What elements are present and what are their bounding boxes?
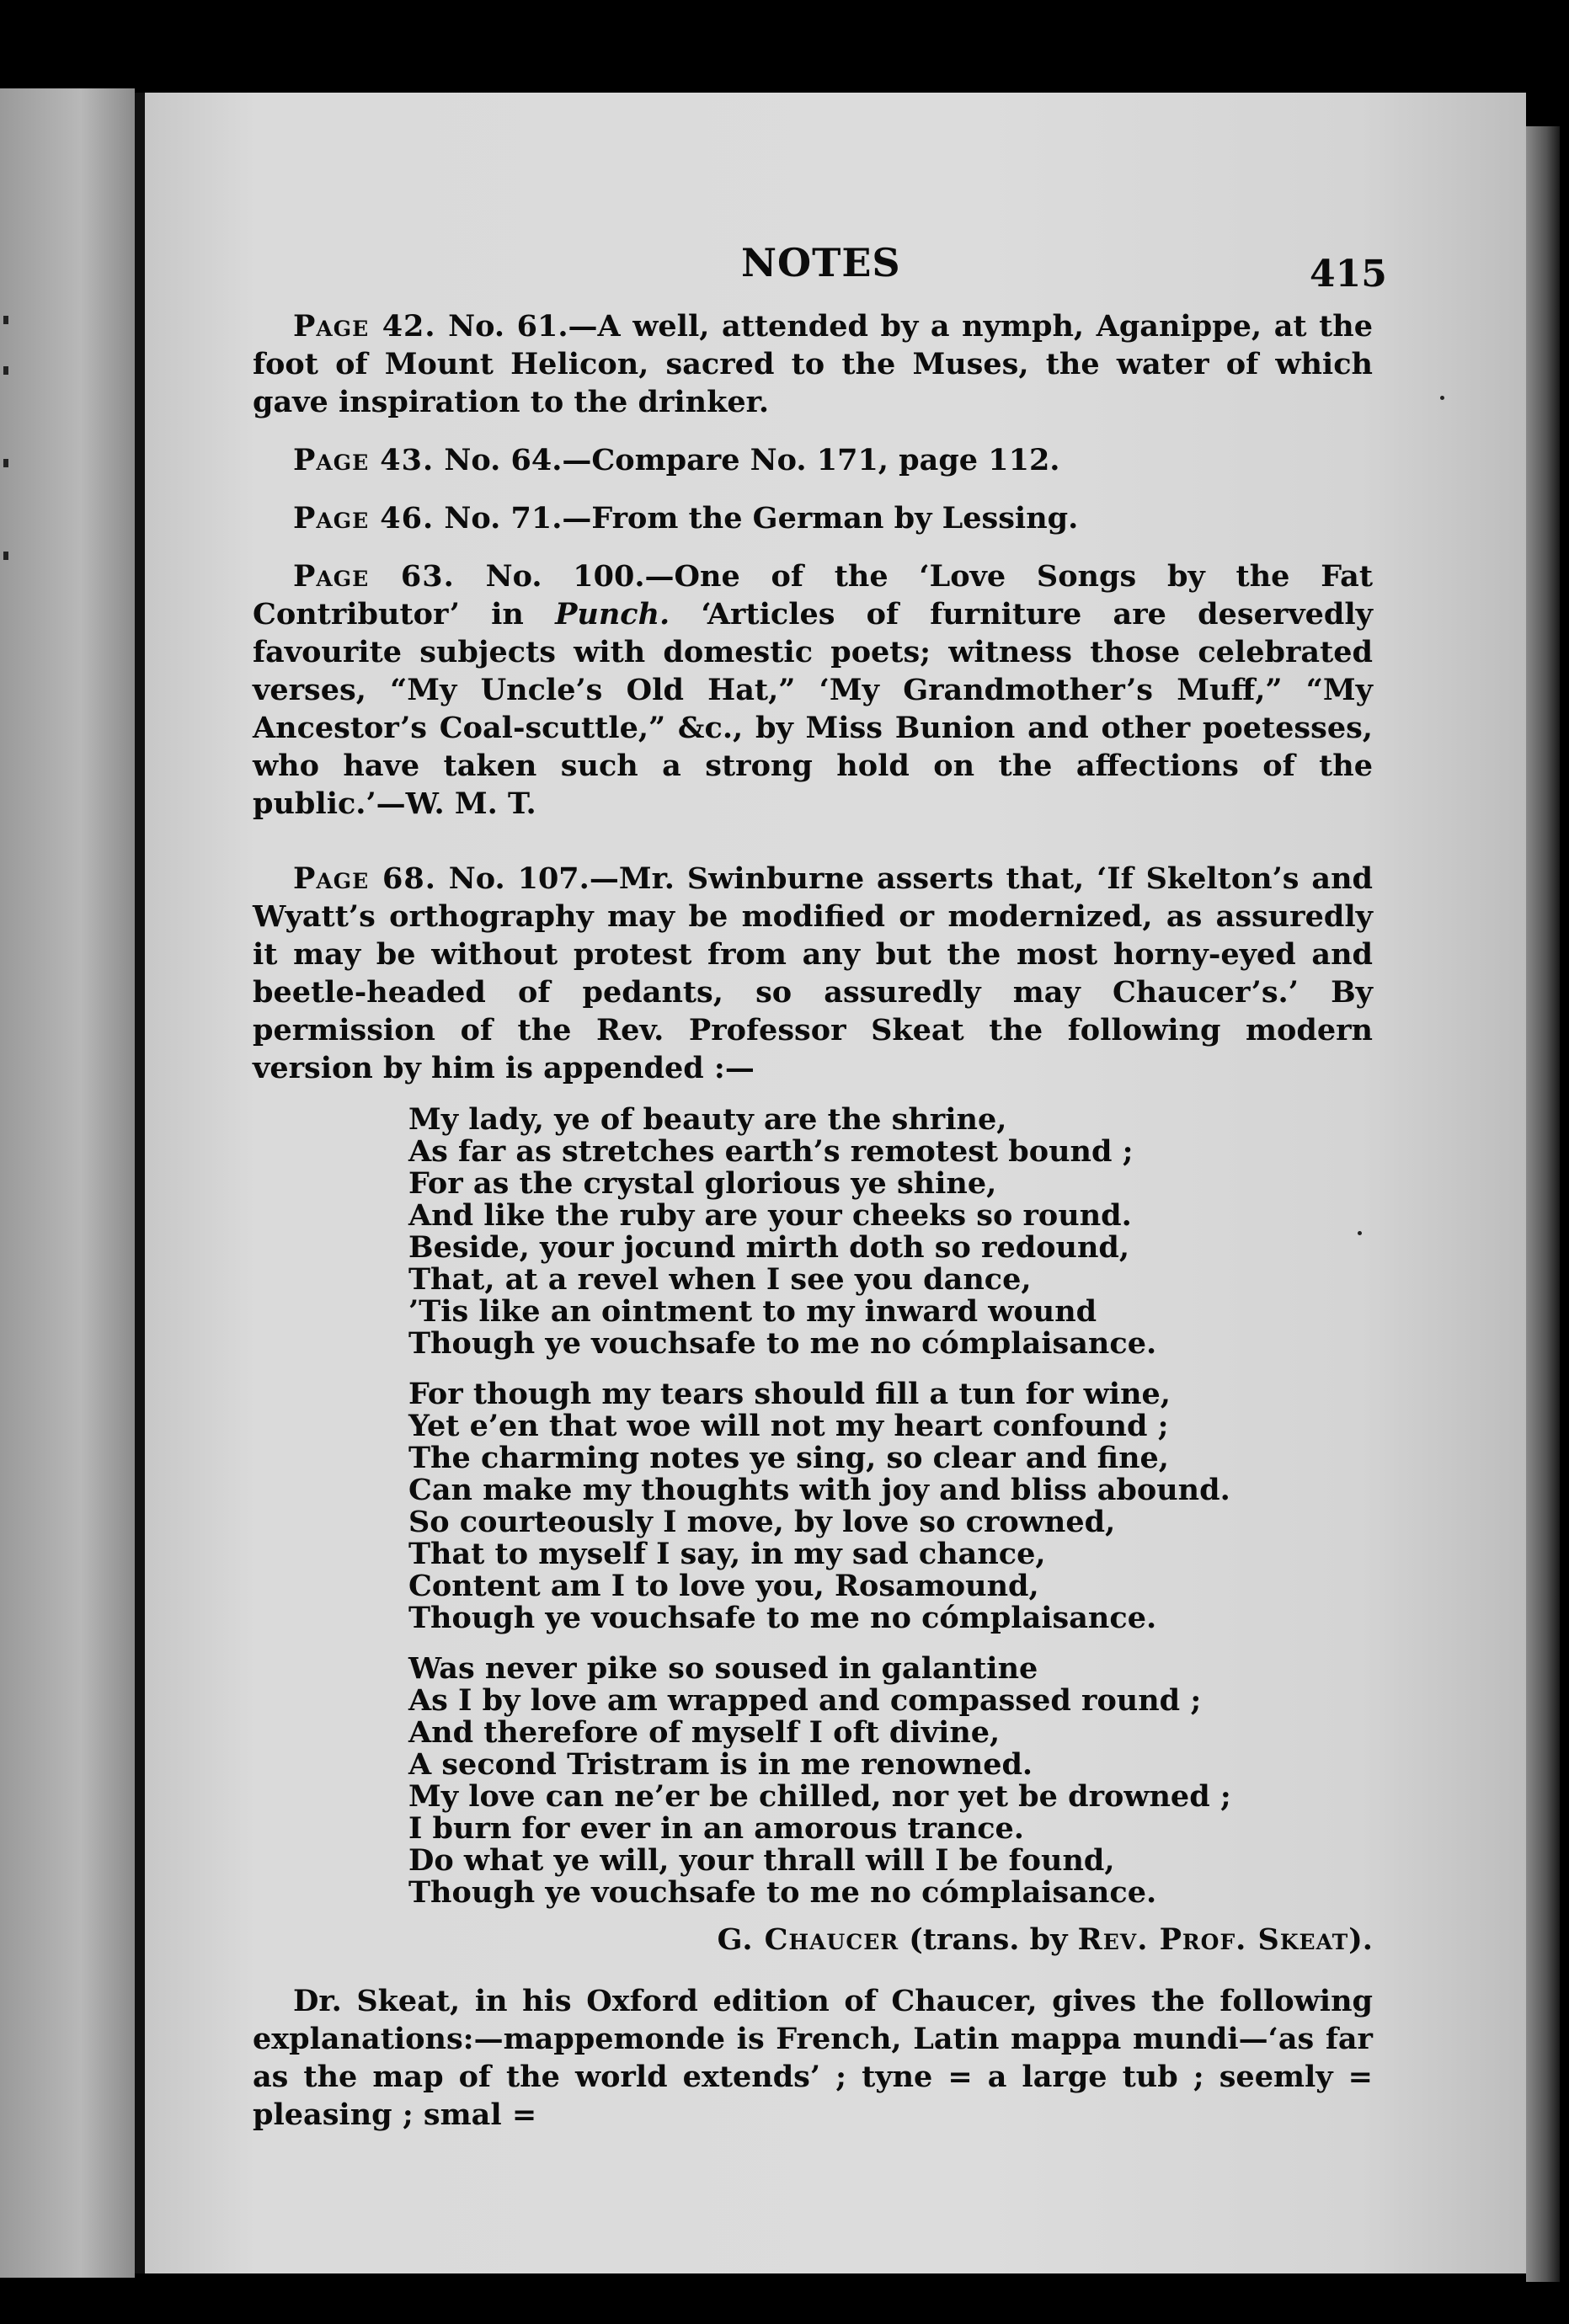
poem-stanza xyxy=(408,1378,1373,1634)
note-paragraph xyxy=(253,860,1373,1087)
note-text: No. 107.—Mr. Swinburne asserts that, ‘If Skelton’s and Wyatt’s orthography may be modified or modernized, as assuredly it may be without protest from any but the most horny-eyed and beetle-headed of pedants, so assuredly may Chaucer’s.’ By permission of the Rev. Professor Skeat the following modern version by him is appended :— xyxy=(253,861,1373,1085)
poem-line: That, at a revel when I see you dance, xyxy=(408,1262,1032,1297)
attribution-middle: (trans. by xyxy=(909,1922,1068,1957)
note-page-label: Page 43. xyxy=(293,443,435,477)
note-paragraph xyxy=(253,499,1373,537)
page-right-shadow xyxy=(1526,126,1560,2282)
notes-body xyxy=(253,307,1373,2163)
poem-line: ’Tis like an ointment to my inward wound xyxy=(408,1294,1097,1329)
running-head-title: NOTES xyxy=(741,240,901,285)
closing-paragraph: Dr. Skeat, in his Oxford edition of Chaucer, gives the following explanations:—mappemonde is French, Latin mappa mundi—‘as far as the map of the world extends’ ; tyne = a large tub ; seemly = pleasing ; smal = xyxy=(253,1984,1373,2132)
facing-page-edge xyxy=(0,88,135,2278)
poem xyxy=(408,1104,1373,1909)
note-page-label: Page 46. xyxy=(293,501,435,536)
poem-line: A second Tristram is in me renowned. xyxy=(408,1747,1033,1782)
note-paragraph xyxy=(253,307,1373,421)
note-text: No. 100.—One of the ‘Love Songs by the Fat Contributor’ in xyxy=(253,559,1374,632)
edge-mark xyxy=(3,316,8,324)
poem-line: The charming notes ye sing, so clear and fine, xyxy=(408,1441,1169,1475)
poem-line: And like the ruby are your cheeks so round. xyxy=(408,1198,1132,1233)
edge-mark xyxy=(3,366,8,375)
poem-stanza xyxy=(408,1104,1373,1360)
poem-line: My lady, ye of beauty are the shrine, xyxy=(408,1102,1007,1137)
note-text: ‘Articles of furniture are deservedly favourite subjects with domestic poets; witness those celebrated verses, “My Uncle’s Old Hat,” ‘My Grandmother’s Muff,” “My Ancestor’s Coal-scuttle,” &c., by Miss Bunion and other poetesses, who have taken such a strong hold on the affections of the public.’—W. M. T. xyxy=(253,597,1373,821)
note-paragraph xyxy=(253,557,1373,823)
poem-line: Yet e’en that woe will not my heart confound ; xyxy=(408,1409,1169,1443)
poem-line: As I by love am wrapped and compassed round ; xyxy=(408,1683,1202,1718)
poem-line: I burn for ever in an amorous trance. xyxy=(408,1811,1024,1846)
attribution-translator: Rev. Prof. Skeat xyxy=(1077,1922,1349,1957)
poem-line: As far as stretches earth’s remotest bound ; xyxy=(408,1134,1134,1169)
poem-line: Though ye vouchsafe to me no cómplaisance. xyxy=(408,1601,1157,1635)
page-number: 415 xyxy=(1310,253,1387,296)
note-page-label: Page 63. xyxy=(293,559,455,594)
poem-line: For though my tears should fill a tun for wine, xyxy=(408,1377,1171,1411)
note-paragraph xyxy=(253,441,1373,479)
note-text: No. 71.—From the German by Lessing. xyxy=(444,501,1079,536)
edge-mark xyxy=(3,552,8,560)
poem-line: Beside, your jocund mirth doth so redound, xyxy=(408,1230,1130,1265)
note-page-label: Page 42. xyxy=(293,309,436,344)
poem-attribution xyxy=(253,1921,1373,1959)
note-text: No. 61.—A well, attended by a nymph, Aganippe, at the foot of Mount Helicon, sacred to the Muses, the water of which gave inspiration to the drinker. xyxy=(253,309,1373,419)
edge-mark xyxy=(3,459,8,467)
note-text: No. 64.—Compare No. 171, page 112. xyxy=(444,443,1060,477)
poem-line: That to myself I say, in my sad chance, xyxy=(408,1537,1046,1571)
poem-line: And therefore of myself I oft divine, xyxy=(408,1715,1001,1750)
note-italic-text: Punch. xyxy=(555,597,670,632)
poem-line: My love can ne’er be chilled, nor yet be drowned ; xyxy=(408,1779,1231,1814)
poem-line: Though ye vouchsafe to me no cómplaisance. xyxy=(408,1875,1157,1910)
poem-line: For as the crystal glorious ye shine, xyxy=(408,1166,997,1201)
poem-line: Was never pike so soused in galantine xyxy=(408,1651,1038,1686)
paper-speck xyxy=(1440,396,1444,400)
attribution-end: ). xyxy=(1348,1922,1373,1957)
attribution-author: G. Chaucer xyxy=(717,1922,899,1957)
poem-line: Content am I to love you, Rosamound, xyxy=(408,1569,1039,1603)
poem-line: Do what ye will, your thrall will I be found, xyxy=(408,1843,1115,1878)
poem-line: So courteously I move, by love so crowned, xyxy=(408,1505,1116,1539)
poem-line: Can make my thoughts with joy and bliss abound. xyxy=(408,1473,1230,1507)
poem-line: Though ye vouchsafe to me no cómplaisance. xyxy=(408,1326,1157,1361)
poem-stanza xyxy=(408,1653,1373,1909)
note-page-label: Page 68. xyxy=(293,861,436,896)
